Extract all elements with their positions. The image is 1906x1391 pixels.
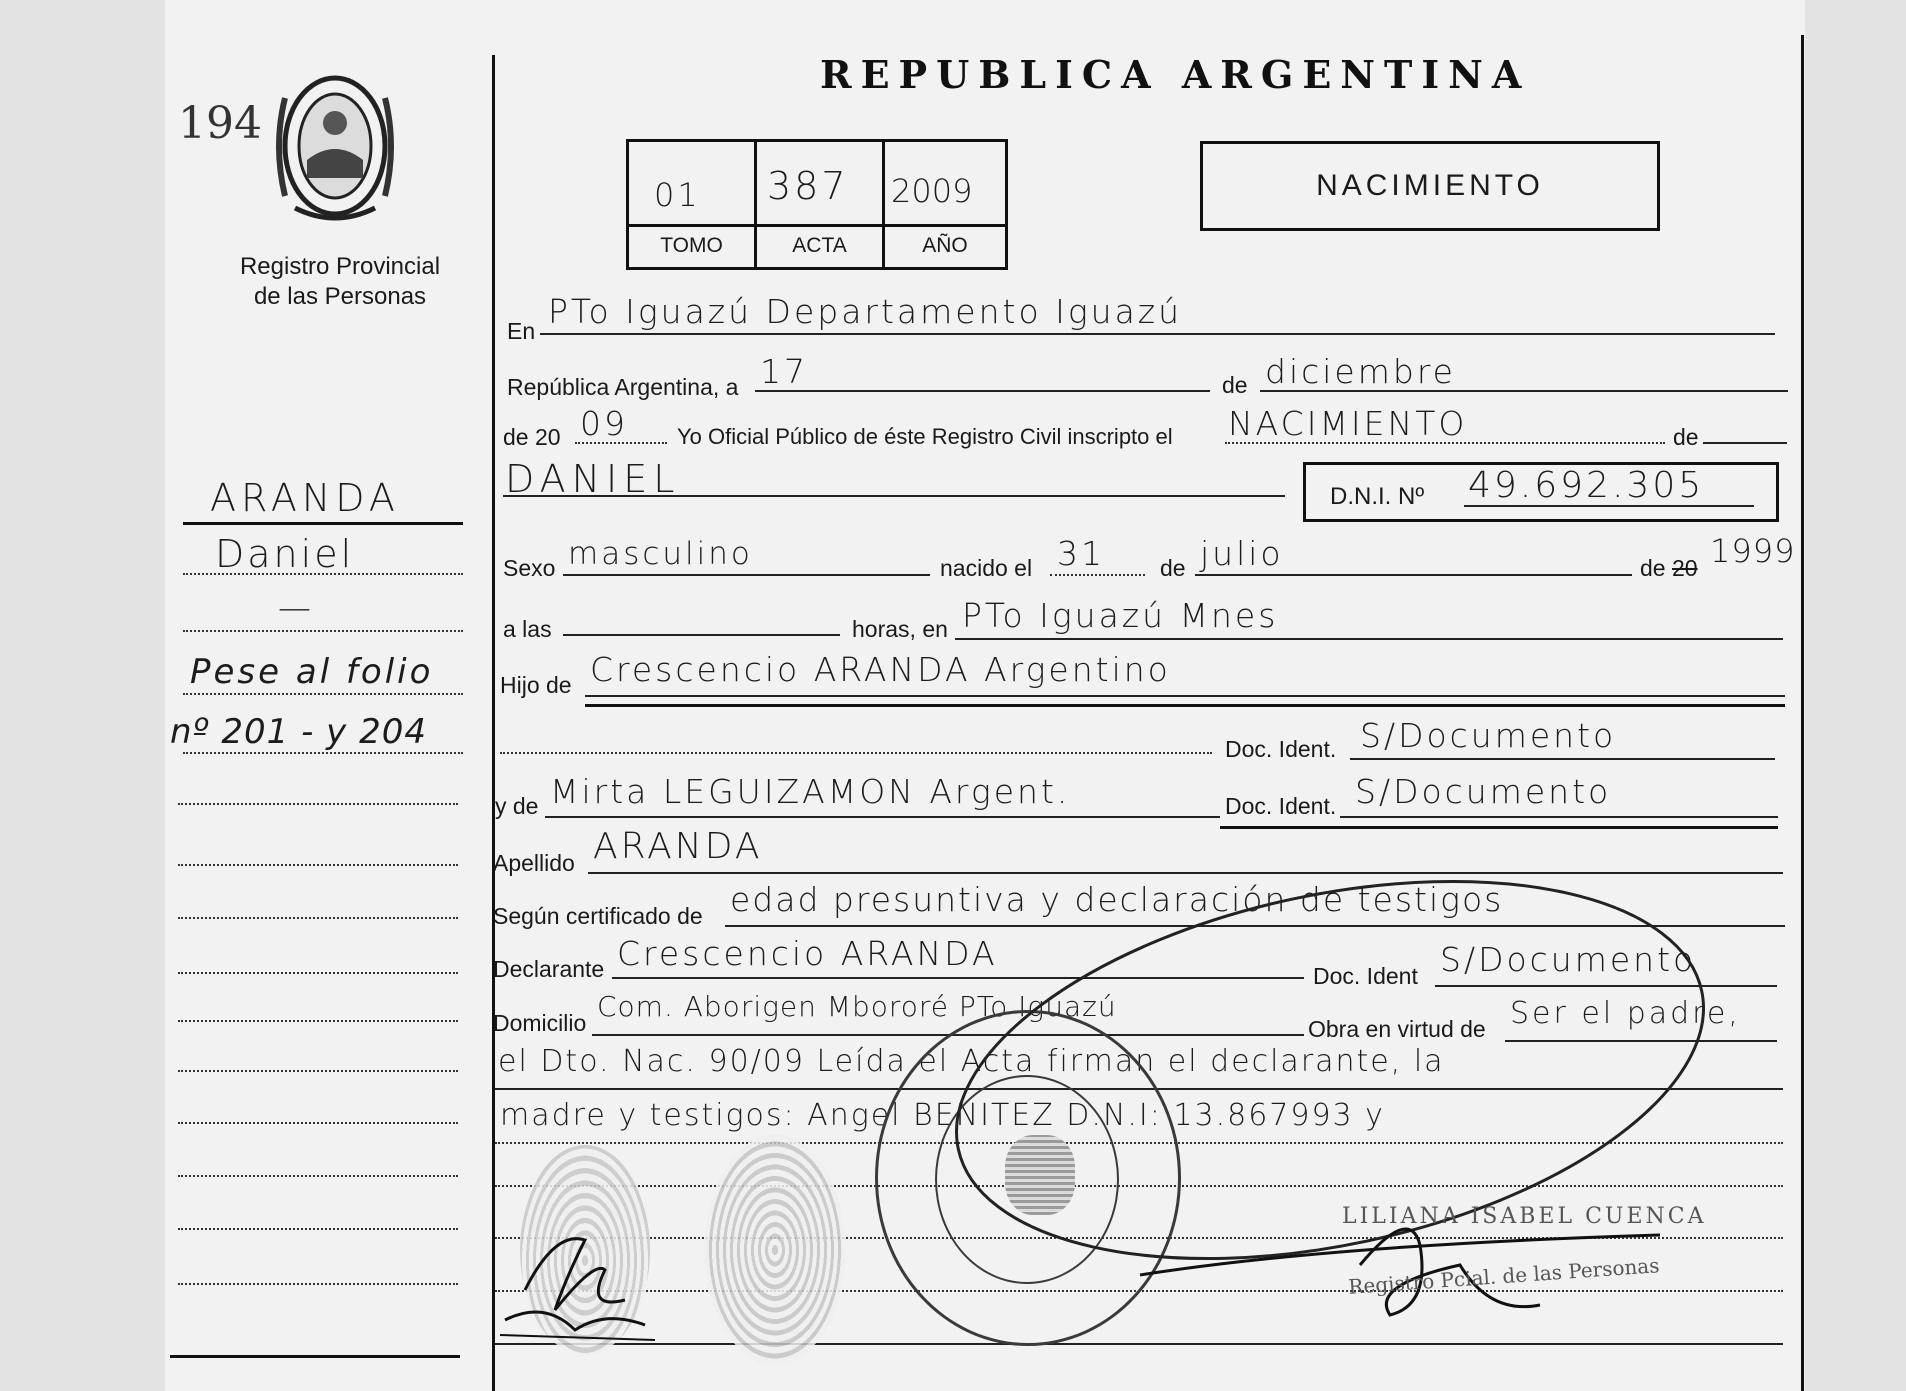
margin-surname: ARANDA <box>210 476 400 520</box>
dni-line <box>1464 505 1754 507</box>
margin-rule <box>183 573 463 575</box>
de-line <box>1703 442 1787 444</box>
alas-label: a las <box>503 616 552 642</box>
registry-name-line1: Registro Provincial <box>239 253 441 280</box>
yde-label: y de <box>495 793 539 819</box>
document-title: REPUBLICA ARGENTINA <box>820 52 1531 97</box>
segun-value: edad presuntiva y declaración de testigos <box>730 880 1504 919</box>
anio-value: 2009 <box>891 172 973 210</box>
margin-rule <box>178 1175 458 1177</box>
sexo-value: masculino <box>568 536 753 572</box>
doc-ident-label: Doc. Ident. <box>1225 793 1337 819</box>
father-line-2 <box>585 704 1785 707</box>
emblem-icon <box>265 68 405 228</box>
declarante-doc-value: S/Documento <box>1440 940 1697 979</box>
mother-doc-line <box>1340 816 1778 818</box>
mother-line <box>545 816 1220 818</box>
official-name: LILIANA ISABEL CUENCA <box>1342 1204 1707 1229</box>
apellido-label: Apellido <box>493 850 575 876</box>
margin-rule <box>183 752 463 754</box>
horas-label: horas, en <box>852 616 948 642</box>
birth-place-value: PTo Iguazú Mnes <box>962 596 1279 635</box>
record-number-box <box>626 139 1008 270</box>
tomo-label: TOMO <box>660 234 723 257</box>
margin-rule <box>178 1228 458 1230</box>
obra-value: Ser el padre, <box>1510 996 1741 1031</box>
margin-divider <box>492 55 495 1391</box>
father-doc-line <box>1350 758 1775 760</box>
margin-rule <box>178 917 458 919</box>
margin-rule <box>178 864 458 866</box>
en-line <box>540 333 1775 335</box>
inscripto-line <box>1225 442 1665 444</box>
margin-rule <box>170 1355 460 1358</box>
de-label2: de <box>1673 424 1699 450</box>
mother-doc-line-2 <box>1220 826 1778 829</box>
en-label: En <box>507 318 536 344</box>
en-value: PTo Iguazú Departamento Iguazú <box>548 292 1183 331</box>
sexo-label: Sexo <box>503 555 556 581</box>
mother-doc-value: S/Documento <box>1355 772 1612 811</box>
de-label3: de <box>1160 555 1186 581</box>
year-value: 09 <box>580 404 628 443</box>
dni-box <box>1303 462 1779 522</box>
father-doc-value: S/Documento <box>1360 716 1617 755</box>
father-line <box>585 695 1785 697</box>
republica-label: República Argentina, a <box>507 374 739 400</box>
margin-rule <box>178 1070 458 1072</box>
obra-label: Obra en virtud de <box>1308 1016 1486 1042</box>
year-label: de 20 <box>503 424 561 450</box>
birth-month-value: julio <box>1200 534 1284 573</box>
margin-rule <box>183 630 463 632</box>
inscripto-value: NACIMIENTO <box>1228 404 1468 443</box>
domicilio-label: Domicilio <box>493 1010 587 1036</box>
acta-label: ACTA <box>792 234 847 257</box>
oficial-label: Yo Oficial Público de éste Registro Civil inscripto el <box>677 424 1173 449</box>
nacido-label: nacido el <box>940 555 1033 581</box>
name-value: DANIEL <box>505 457 681 501</box>
month-value: diciembre <box>1265 352 1456 391</box>
father-value: Crescencio ARANDA Argentino <box>590 650 1171 689</box>
father-extra-line <box>500 752 1212 754</box>
anio-label: AÑO <box>922 234 968 257</box>
free-line2: madre y testigos: Angel BENITEZ D.N.I: 13.867993 y <box>500 1098 1385 1133</box>
birth-month-line <box>1195 574 1632 576</box>
de-year-label: de <box>1640 555 1666 581</box>
declarante-value: Crescencio ARANDA <box>617 934 998 973</box>
margin-note-line1: Pese al folio <box>190 652 434 692</box>
day-value: 17 <box>760 352 808 391</box>
margin-rule <box>178 1122 458 1124</box>
record-type-box: NACIMIENTO <box>1200 141 1660 231</box>
printed-year-prefix: 20 <box>1672 555 1698 581</box>
apellido-value: ARANDA <box>593 826 763 867</box>
registry-name-line2: de las Personas <box>253 283 427 310</box>
month-line <box>1260 390 1788 392</box>
provincial-emblem <box>265 68 405 228</box>
segun-label: Según certificado de <box>493 903 703 929</box>
margin-rule <box>178 1020 458 1022</box>
birth-year-value: 1999 <box>1710 532 1796 570</box>
margin-rule <box>178 972 458 974</box>
hijo-label: Hijo de <box>500 672 572 698</box>
record-box-divider <box>629 224 1005 227</box>
alas-line <box>563 634 840 636</box>
margin-dash: — <box>278 588 314 627</box>
domicilio-value: Com. Aborigen Mbororé PTo Iguazú <box>597 990 1117 1023</box>
margin-rule <box>183 693 463 695</box>
fingerprint-right <box>705 1135 845 1365</box>
free-line1: el Dto. Nac. 90/09 Leída el Acta firman el declarante, la <box>498 1044 1445 1079</box>
birth-day-line <box>1050 574 1145 576</box>
margin-rule <box>178 803 458 805</box>
de-label: de <box>1222 372 1248 398</box>
official-office: Registro Pcial. de las Personas <box>1347 1253 1661 1299</box>
doc-ident-label: Doc. Ident. <box>1225 736 1337 762</box>
margin-rule <box>178 1283 458 1285</box>
dni-value: 49.692.305 <box>1468 465 1705 506</box>
doc-ident-label2: Doc. Ident <box>1313 963 1418 989</box>
birth-day-value: 31 <box>1057 534 1105 573</box>
day-line <box>755 390 1210 392</box>
mother-value: Mirta LEGUIZAMON Argent. <box>550 772 1071 811</box>
sexo-line <box>563 574 930 576</box>
dni-label: D.N.I. Nº <box>1330 483 1425 510</box>
tomo-value: 01 <box>654 176 701 214</box>
year-line <box>575 442 667 444</box>
acta-value: 387 <box>767 164 849 208</box>
margin-note-line2: nº 201 - y 204 <box>170 712 427 752</box>
margin-surname-rule <box>183 522 463 525</box>
registry-name <box>195 252 485 312</box>
right-border <box>1801 35 1804 1391</box>
declarant-signature <box>495 1200 665 1360</box>
name-line <box>503 495 1285 497</box>
margin-given-name: Daniel <box>215 532 355 576</box>
folio-number: 194 <box>178 98 262 149</box>
declarante-label: Declarante <box>493 956 605 982</box>
birth-place-line <box>955 638 1783 640</box>
